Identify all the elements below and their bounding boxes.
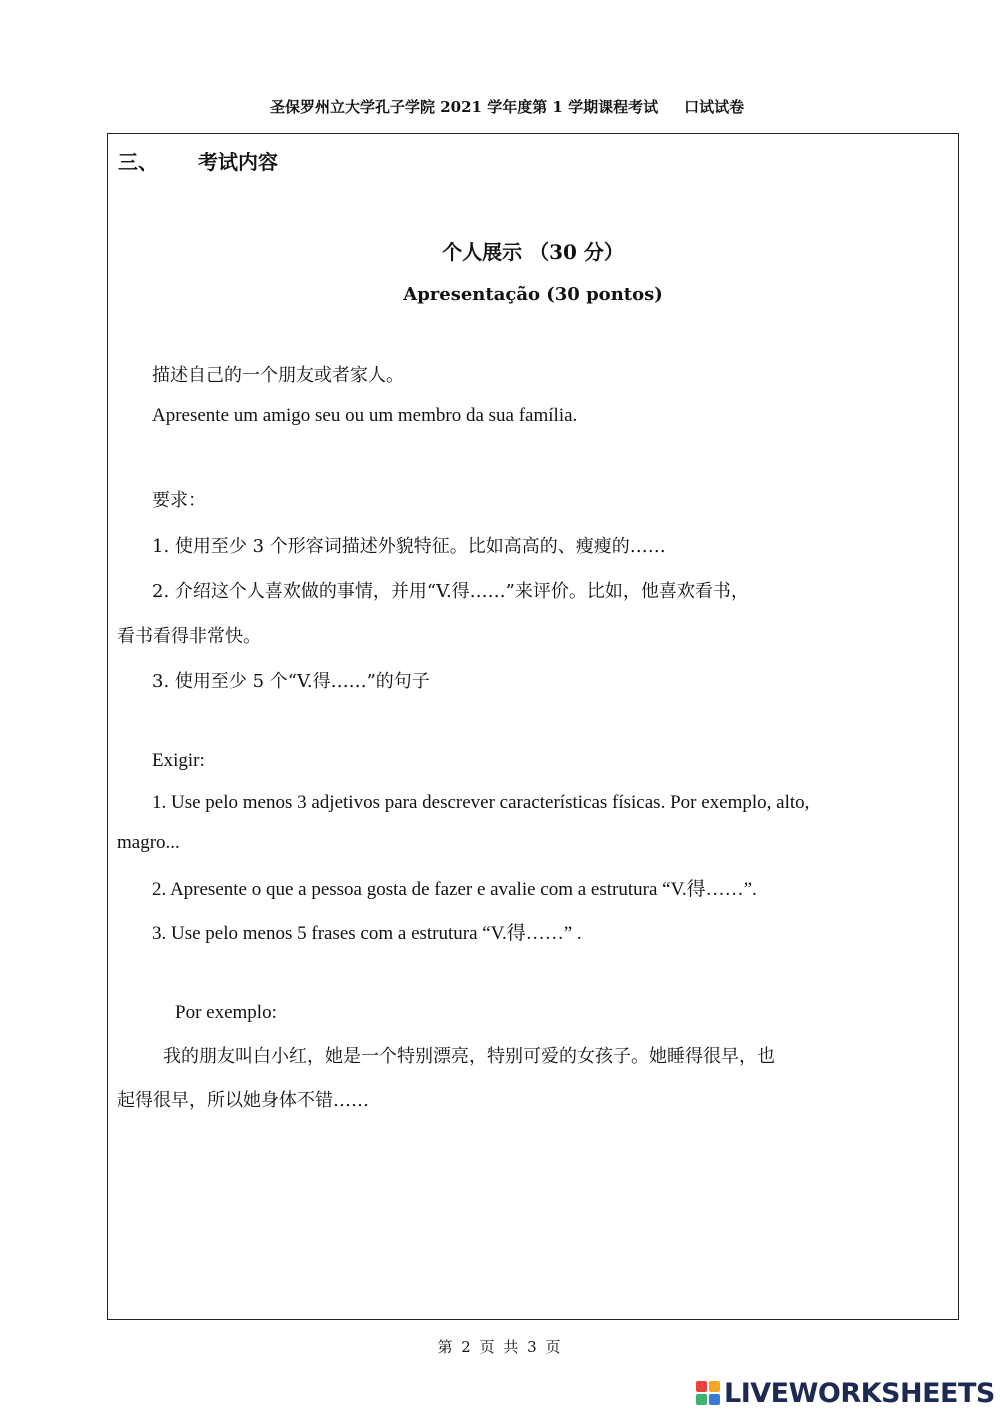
- requirement-zh-1: 1. 使用至少 3 个形容词描述外貌特征。比如高高的、瘦瘦的……: [152, 536, 666, 557]
- exam-header: [270, 96, 830, 117]
- example-line-1: 我的朋友叫白小红，她是一个特别漂亮，特别可爱的女孩子。她睡得很早，也: [163, 1046, 775, 1067]
- requirement-pt-2: 2. Apresente o que a pessoa gosta de fazer e avalie com a estrutura “V.得……”.: [152, 879, 757, 900]
- logo-square-green: [696, 1394, 707, 1405]
- brand-name: LIVEWORKSHEETS: [724, 1377, 995, 1409]
- exam-type: 口试试卷: [684, 98, 745, 116]
- prompt-pt: Apresente um amigo seu ou um membro da sua família.: [152, 405, 578, 426]
- requirement-zh-3: 3. 使用至少 5 个“V.得……”的句子: [152, 671, 430, 692]
- liveworksheets-logo-icon: [696, 1381, 720, 1405]
- logo-square-red: [696, 1381, 707, 1392]
- requirements-pt-heading: Exigir:: [152, 750, 205, 771]
- page-indicator: 第 2 页 共 3 页: [437, 1338, 563, 1356]
- requirement-zh-2-line1: 2. 介绍这个人喜欢做的事情，并用“V.得……”来评价。比如，他喜欢看书，: [152, 581, 749, 602]
- exam-title: 圣保罗州立大学孔子学院 2021 学年度第 1 学期课程考试: [270, 98, 659, 116]
- section-number: 三、: [118, 150, 158, 174]
- requirements-zh-heading: 要求：: [152, 490, 206, 511]
- liveworksheets-brand[interactable]: [696, 1377, 995, 1409]
- logo-square-blue: [709, 1394, 720, 1405]
- logo-square-orange: [709, 1381, 720, 1392]
- requirement-zh-2-line2: 看书看得非常快。: [117, 626, 261, 647]
- prompt-zh: 描述自己的一个朋友或者家人。: [152, 365, 404, 386]
- example-line-2: 起得很早，所以她身体不错……: [117, 1090, 369, 1111]
- requirement-pt-1-line1: 1. Use pelo menos 3 adjetivos para descrever características físicas. Por exemplo, alto,: [152, 792, 810, 813]
- requirement-pt-3: 3. Use pelo menos 5 frases com a estrutura “V.得……” .: [152, 923, 582, 944]
- example-heading: Por exemplo:: [175, 1002, 277, 1023]
- task-title-pt: Apresentação (30 pontos): [403, 284, 663, 305]
- exam-content-frame: [107, 133, 959, 1320]
- task-title-zh: 个人展示 （30 分）: [442, 240, 624, 264]
- section-title: 考试内容: [198, 150, 278, 174]
- requirement-pt-1-line2: magro...: [117, 832, 180, 853]
